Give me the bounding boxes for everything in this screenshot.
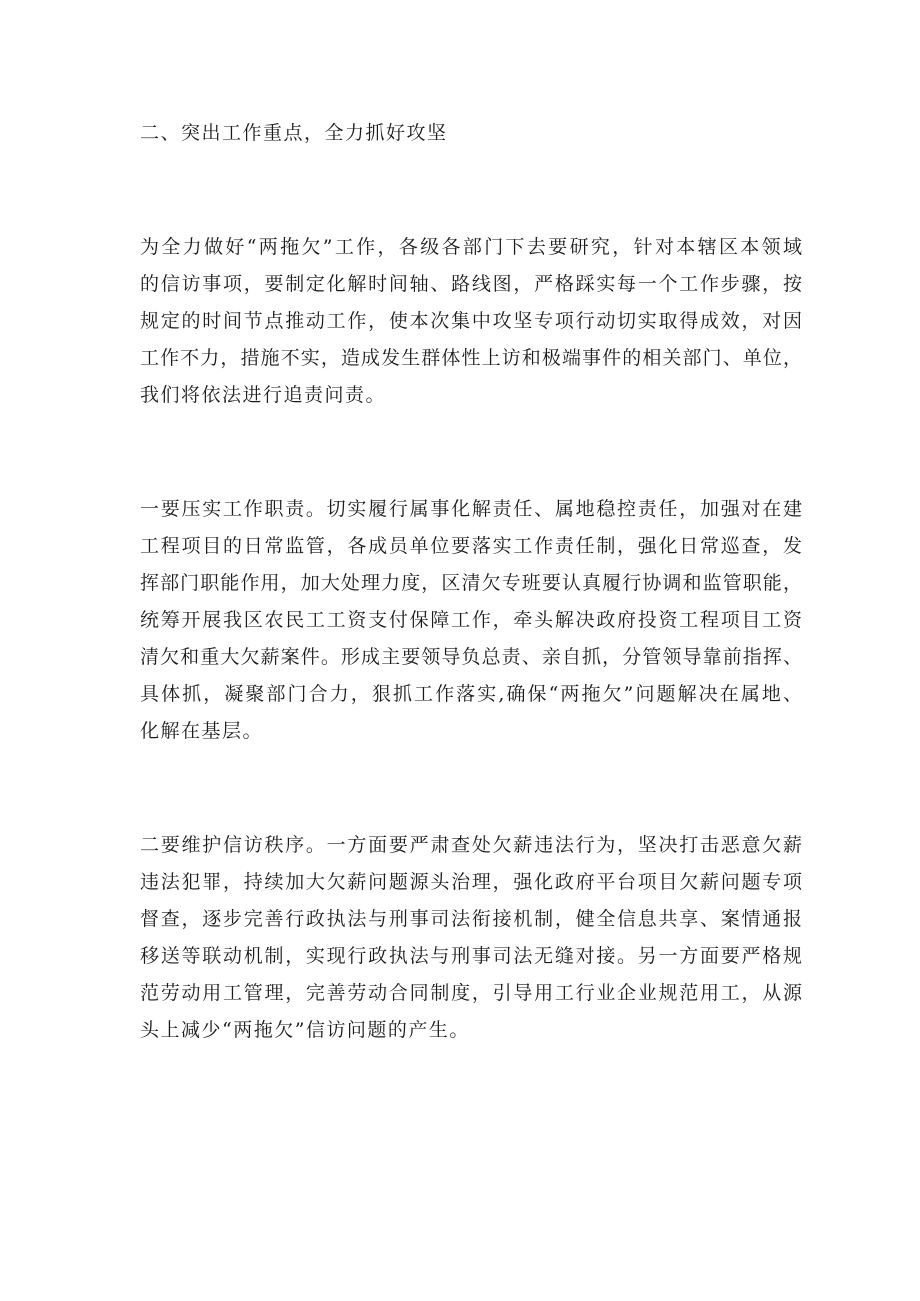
text-line: 挥部门职能作用，加大处理力度，区清欠专班要认真履行协调和监管职能，: [140, 572, 802, 594]
text-line: 的信访事项，要制定化解时间轴、路线图，严格踩实每一个工作步骤，按: [140, 273, 802, 295]
section-heading: 二、突出工作重点，全力抓好攻坚: [140, 122, 448, 144]
text-line: 清欠和重大欠薪案件。形成主要领导负总责、亲自抓，分管领导靠前指挥、: [140, 646, 802, 668]
text-line: 范劳动用工管理，完善劳动合同制度，引导用工行业企业规范用工，从源: [140, 982, 802, 1004]
document-body: [140, 115, 802, 1126]
text-line: 为全力做好“两拖欠”工作，各级各部门下去要研究，针对本辖区本领域: [140, 236, 802, 258]
text-line: 移送等联动机制，实现行政执法与刑事司法无缝对接。另一方面要严格规: [140, 945, 802, 967]
text-line: 统筹开展我区农民工工资支付保障工作，牵头解决政府投资工程项目工资: [140, 609, 802, 631]
text-line: 我们将依法进行追责问责。: [140, 384, 387, 406]
text-line: 二要维护信访秩序。一方面要严肃查处欠薪违法行为，坚决打击恶意欠薪: [140, 834, 802, 856]
text-line: 督查，逐步完善行政执法与刑事司法衔接机制，健全信息共享、案情通报: [140, 908, 802, 930]
text-line: 一要压实工作职责。切实履行属事化解责任、属地稳控责任，加强对在建: [140, 498, 802, 520]
text-line: 规定的时间节点推动工作，使本次集中攻坚专项行动切实取得成效，对因: [140, 310, 802, 332]
text-line: 工作不力，措施不实，造成发生群体性上访和极端事件的相关部门、单位，: [140, 347, 802, 369]
text-line: 化解在基层。: [140, 720, 264, 742]
paragraph-1: [140, 229, 802, 414]
text-line: 具体抓，凝聚部门合力，狠抓工作落实,确保“两拖欠”问题解决在属地、: [140, 683, 802, 705]
paragraph-3: [140, 827, 802, 1049]
text-line: 违法犯罪，持续加大欠薪问题源头治理，强化政府平台项目欠薪问题专项: [140, 871, 802, 893]
text-line: 工程项目的日常监管，各成员单位要落实工作责任制，强化日常巡查，发: [140, 535, 802, 557]
paragraph-2: [140, 491, 802, 750]
text-line: 头上减少“两拖欠”信访问题的产生。: [140, 1019, 470, 1041]
